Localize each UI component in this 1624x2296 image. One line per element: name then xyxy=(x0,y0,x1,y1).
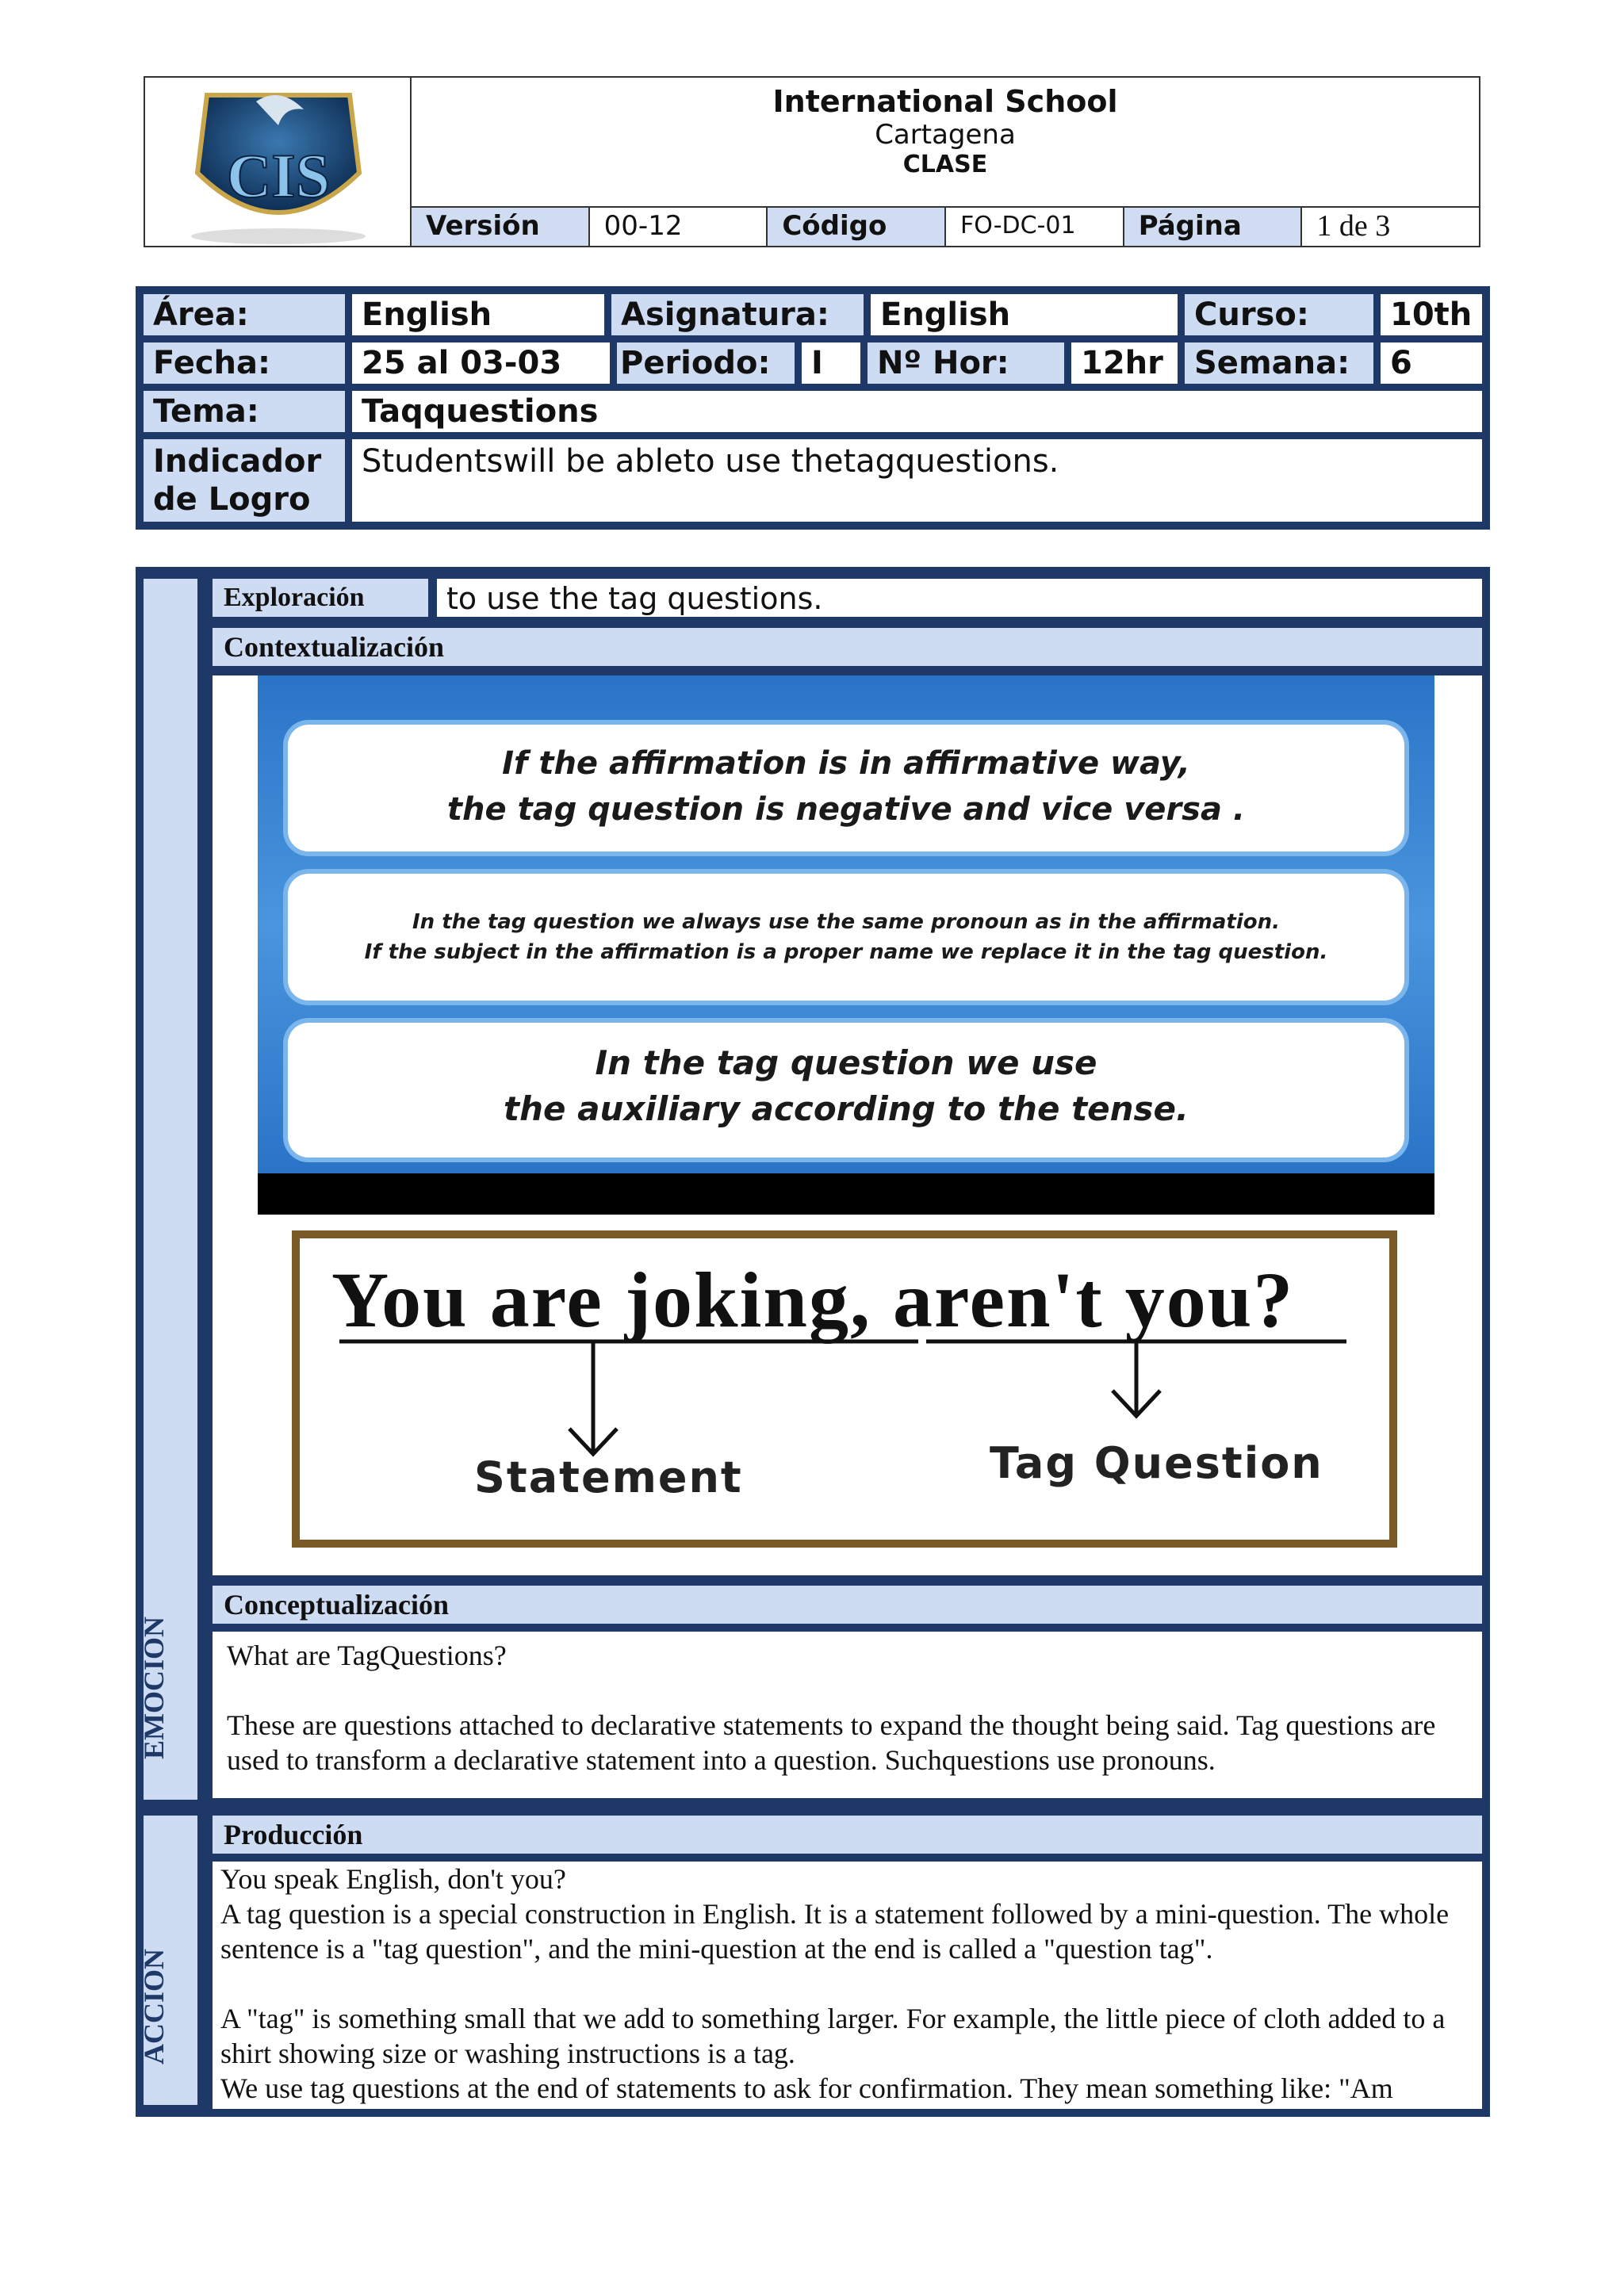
side-emotion xyxy=(138,579,197,1800)
conceptualization-label: Conceptualización xyxy=(213,1586,1482,1624)
tag-question-diagram xyxy=(292,1230,1397,1548)
rule-2-line1: In the tag question we always use the same pronoun as in the affirmation. xyxy=(412,910,1281,934)
school-info xyxy=(412,78,1479,209)
version-label: Versión xyxy=(412,208,588,246)
rule-box-3 xyxy=(288,1023,1404,1158)
side-action-label: ACCIÓN xyxy=(138,1948,170,2064)
concept-question: What are TagQuestions? xyxy=(227,1640,507,1671)
tag-diagram-lines xyxy=(300,1238,1389,1540)
page-label: Página xyxy=(1123,208,1301,246)
version-value: 00-12 xyxy=(588,208,767,246)
concept-paragraph: These are questions attached to declarative statements to expand the thought being said. Tag questions are used to transform a declarative statement into a question. Suchquestions use pronouns. xyxy=(227,1709,1436,1776)
area-label: Área: xyxy=(144,294,345,335)
hours-label: Nº Hor: xyxy=(868,342,1064,384)
hours-value: 12hr xyxy=(1071,342,1178,384)
production-paragraph-3: We use tag questions at the end of statements to ask for confirmation. They mean something like: "Am xyxy=(220,2072,1393,2104)
code-label: Código xyxy=(766,208,944,246)
indicator-value: Studentswill be ableto use thetagquestions. xyxy=(352,439,1482,522)
indicator-label-line1: Indicador xyxy=(153,443,322,480)
topic-label: Tema: xyxy=(144,391,345,432)
rule-box-1 xyxy=(288,725,1404,851)
version-row xyxy=(412,206,1479,246)
subject-value: English xyxy=(871,294,1178,335)
indicator-label xyxy=(144,439,345,522)
rules-slide-background xyxy=(258,675,1434,1173)
side-emotion-label: EMOCIÓN xyxy=(138,1617,170,1759)
indicator-label-line2: de Logro xyxy=(153,481,311,518)
period-label: Periodo: xyxy=(617,342,795,384)
logo-cell xyxy=(145,78,412,246)
lesson-content xyxy=(136,567,1490,2117)
area-value: English xyxy=(352,294,604,335)
statement-label: Statement xyxy=(474,1452,743,1502)
tag-question-label: Tag Question xyxy=(990,1438,1323,1488)
contextualization-label: Contextualización xyxy=(213,628,1482,666)
week-value: 6 xyxy=(1381,342,1482,384)
course-value: 10th xyxy=(1381,294,1482,335)
production-example: You speak English, don't you? xyxy=(220,1863,566,1895)
conceptualization-text xyxy=(213,1632,1482,1798)
subject-label: Asignatura: xyxy=(611,294,864,335)
tag-sentence-statement: You are joking, xyxy=(331,1256,872,1344)
contextualization-images xyxy=(213,675,1482,1575)
course-label: Curso: xyxy=(1185,294,1373,335)
production-paragraph-1: A tag question is a special construction in English. It is a statement followed by a mini-question. The whole sentence is a "tag question", and the mini-question at the end is called a "question tag". xyxy=(220,1898,1450,1965)
page-value: 1 de 3 xyxy=(1300,208,1479,246)
school-name: International School xyxy=(772,84,1118,119)
rule-3-line1: In the tag question we use xyxy=(595,1043,1097,1082)
rules-slide-image xyxy=(258,675,1434,1215)
topic-value: Taqquestions xyxy=(352,391,1482,432)
rule-box-2 xyxy=(288,874,1404,1001)
date-value: 25 al 03-03 xyxy=(352,342,610,384)
tag-sentence-tag: aren't you? xyxy=(893,1256,1295,1344)
production-paragraph-2: A "tag" is something small that we add to something larger. For example, the little piece of cloth added to a shirt showing size or washing instructions is a tag. xyxy=(220,2003,1446,2069)
production-label: Producción xyxy=(213,1816,1482,1854)
school-city: Cartagena xyxy=(875,119,1016,151)
rule-3-line2: the auxiliary according to the tense. xyxy=(504,1089,1189,1128)
week-label: Semana: xyxy=(1185,342,1373,384)
code-value: FO-DC-01 xyxy=(944,208,1123,246)
side-action xyxy=(138,1816,197,2105)
period-value: I xyxy=(802,342,860,384)
class-info-table xyxy=(136,286,1490,530)
rule-1-line1: If the affirmation is in affirmative way, xyxy=(502,745,1190,782)
exploration-value: to use the tag questions. xyxy=(437,579,1482,617)
svg-text:CIS: CIS xyxy=(226,141,331,210)
exploration-label: Exploración xyxy=(213,579,428,617)
rule-1-line2: the tag question is negative and vice versa . xyxy=(446,791,1246,828)
school-logo xyxy=(145,78,412,246)
date-label: Fecha: xyxy=(144,342,345,384)
rule-2-line2: If the subject in the affirmation is a proper name we replace it in the tag question. xyxy=(364,940,1328,964)
document-type: CLASE xyxy=(902,151,988,178)
document-header xyxy=(144,76,1480,247)
production-text xyxy=(213,1862,1482,2109)
